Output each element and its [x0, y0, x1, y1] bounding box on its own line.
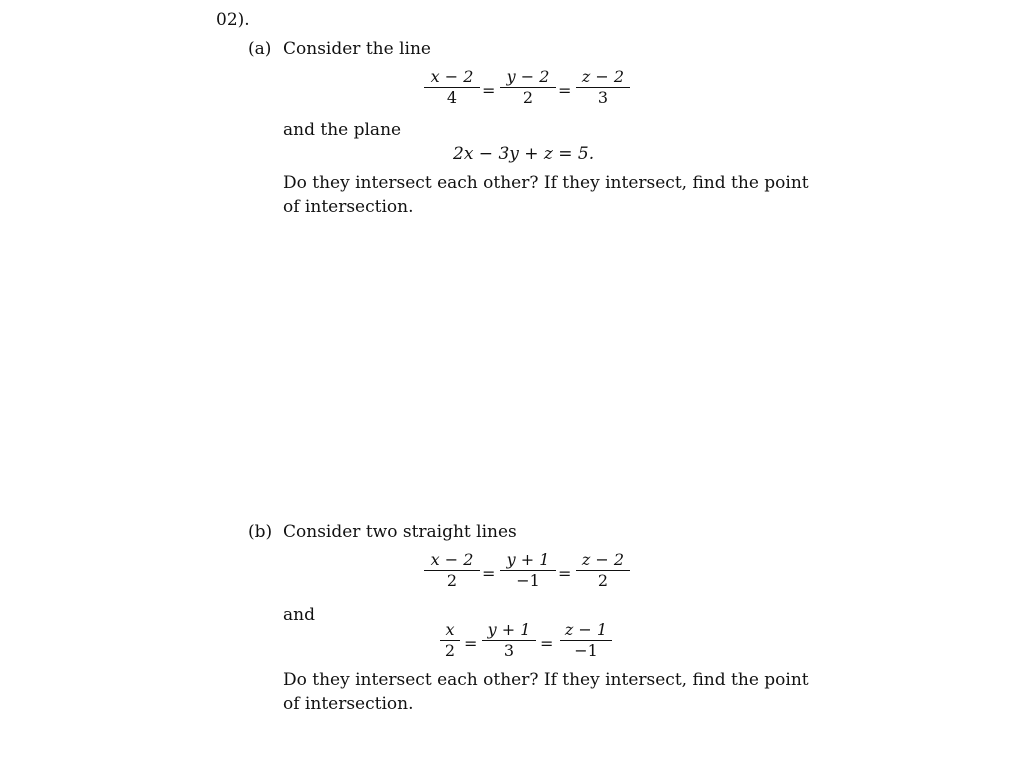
part-a-intro: Consider the line	[283, 39, 431, 59]
numerator: x − 2	[430, 550, 474, 569]
denominator: 2	[444, 641, 456, 661]
equals-sign: =	[464, 634, 478, 653]
plane-equation: 2x − 3y + z = 5.	[453, 144, 595, 164]
equals-sign: =	[540, 634, 554, 653]
numerator: y + 1	[487, 620, 531, 639]
question-line-2: of intersection.	[283, 197, 414, 217]
part-a-label: (a)	[248, 39, 272, 59]
fraction-2	[482, 621, 536, 661]
question-line-1: Do they intersect each other? If they intersect, find the point	[283, 670, 809, 690]
question-line-1: Do they intersect each other? If they intersect, find the point	[283, 173, 809, 193]
fraction-1	[424, 68, 480, 108]
equals-sign: =	[482, 81, 496, 100]
fraction-2	[500, 68, 556, 108]
fraction-2	[500, 551, 556, 591]
denominator: −1	[516, 571, 540, 591]
numerator: z − 2	[581, 67, 625, 86]
denominator: 2	[597, 571, 609, 591]
fraction-3	[576, 68, 630, 108]
equals-sign: =	[558, 81, 572, 100]
numerator: x − 2	[430, 67, 474, 86]
numerator: z − 1	[564, 620, 608, 639]
denominator: 2	[522, 88, 534, 108]
numerator: y − 2	[506, 67, 550, 86]
and-text: and	[283, 605, 315, 625]
denominator: 3	[503, 641, 515, 661]
denominator: 3	[597, 88, 609, 108]
question-line-2: of intersection.	[283, 694, 414, 714]
part-b-label: (b)	[248, 522, 273, 542]
fraction-1	[424, 551, 480, 591]
numerator: y + 1	[506, 550, 550, 569]
fraction-3	[576, 551, 630, 591]
equals-sign: =	[558, 564, 572, 583]
numerator: x	[445, 620, 455, 639]
numerator: z − 2	[581, 550, 625, 569]
denominator: 2	[446, 571, 458, 591]
plane-intro: and the plane	[283, 120, 402, 140]
fraction-1	[440, 621, 460, 661]
part-b-intro: Consider two straight lines	[283, 522, 517, 542]
problem-number: 02).	[216, 10, 250, 30]
equals-sign: =	[482, 564, 496, 583]
denominator: −1	[574, 641, 598, 661]
fraction-3	[560, 621, 612, 661]
denominator: 4	[446, 88, 458, 108]
